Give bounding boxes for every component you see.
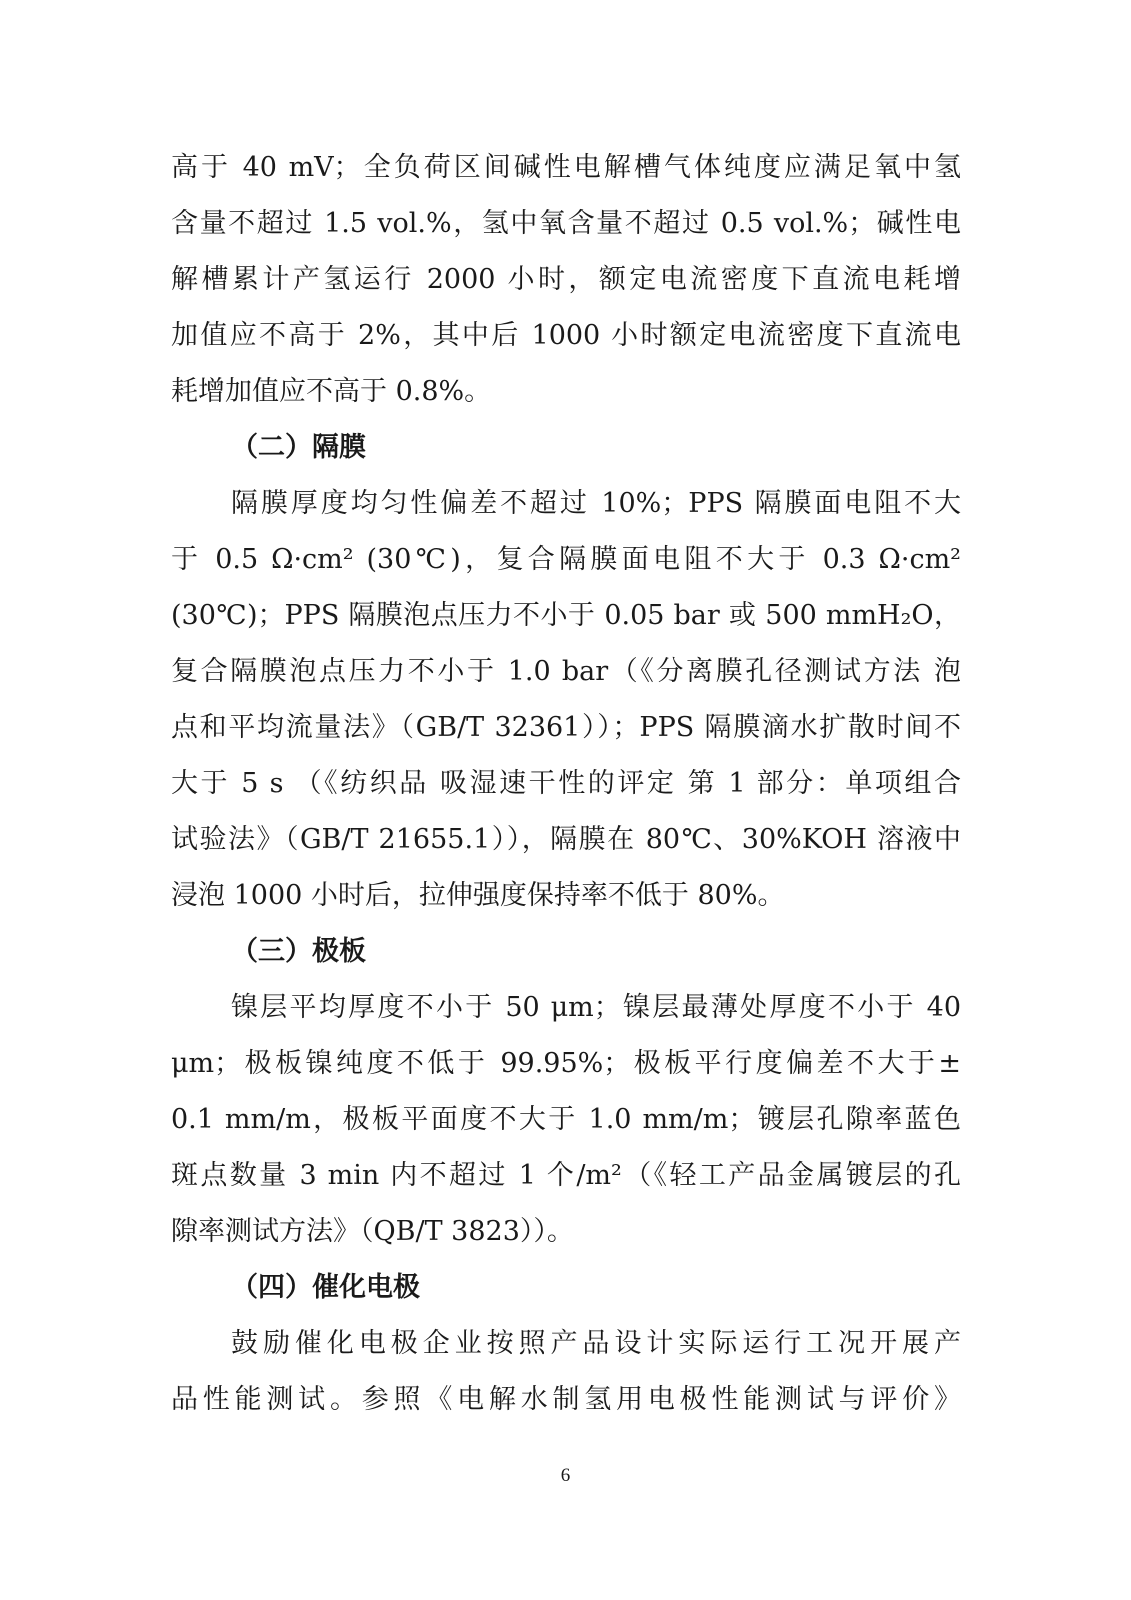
body-text-line: 于 0.5 Ω·cm² (30℃)，复合隔膜面电阻不大于 0.3 Ω·cm²	[171, 544, 961, 575]
body-text-line: 大于 5 s （《纺织品 吸湿速干性的评定 第 1 部分：单项组合	[171, 768, 961, 799]
body-text-line: 高于 40 mV；全负荷区间碱性电解槽气体纯度应满足氧中氢	[171, 152, 961, 183]
body-text-line: 鼓励催化电极企业按照产品设计实际运行工况开展产	[231, 1328, 961, 1359]
body-text-line: 隙率测试方法》（QB/T 3823））。	[171, 1216, 574, 1247]
body-text-line: (30℃)；PPS 隔膜泡点压力不小于 0.05 bar 或 500 mmH₂O，	[171, 600, 961, 631]
body-text-line: 0.1 mm/m，极板平面度不大于 1.0 mm/m；镀层孔隙率蓝色	[171, 1104, 961, 1135]
body-text-line: 斑点数量 3 min 内不超过 1 个/m²（《轻工产品金属镀层的孔	[171, 1160, 961, 1191]
body-text-line: 耗增加值应不高于 0.8%。	[171, 376, 492, 407]
body-text-line: 含量不超过 1.5 vol.%，氢中氧含量不超过 0.5 vol.%；碱性电	[171, 208, 961, 239]
body-text-line: μm；极板镍纯度不低于 99.95%；极板平行度偏差不大于±	[171, 1048, 961, 1079]
body-text-line: 品性能测试。参照《电解水制氢用电极性能测试与评价》	[171, 1384, 961, 1415]
body-text-line: 解槽累计产氢运行 2000 小时，额定电流密度下直流电耗增	[171, 264, 961, 295]
body-text-line: 复合隔膜泡点压力不小于 1.0 bar（《分离膜孔径测试方法 泡	[171, 656, 961, 687]
body-text-line: 试验法》（GB/T 21655.1）），隔膜在 80℃、30%KOH 溶液中	[171, 824, 961, 855]
body-text-line: 加值应不高于 2%，其中后 1000 小时额定电流密度下直流电	[171, 320, 961, 351]
section-heading-plate: （三）极板	[231, 936, 366, 967]
body-text-line: 镍层平均厚度不小于 50 μm；镍层最薄处厚度不小于 40	[231, 992, 961, 1023]
page-number: 6	[560, 1465, 571, 1486]
body-text-line: 点和平均流量法》（GB/T 32361））；PPS 隔膜滴水扩散时间不	[171, 712, 961, 743]
body-text-line: 浸泡 1000 小时后，拉伸强度保持率不低于 80%。	[171, 880, 785, 911]
section-heading-diaphragm: （二）隔膜	[231, 432, 366, 463]
section-heading-catalytic-electrode: （四）催化电极	[231, 1272, 420, 1303]
body-text-line: 隔膜厚度均匀性偏差不超过 10%；PPS 隔膜面电阻不大	[231, 488, 961, 519]
